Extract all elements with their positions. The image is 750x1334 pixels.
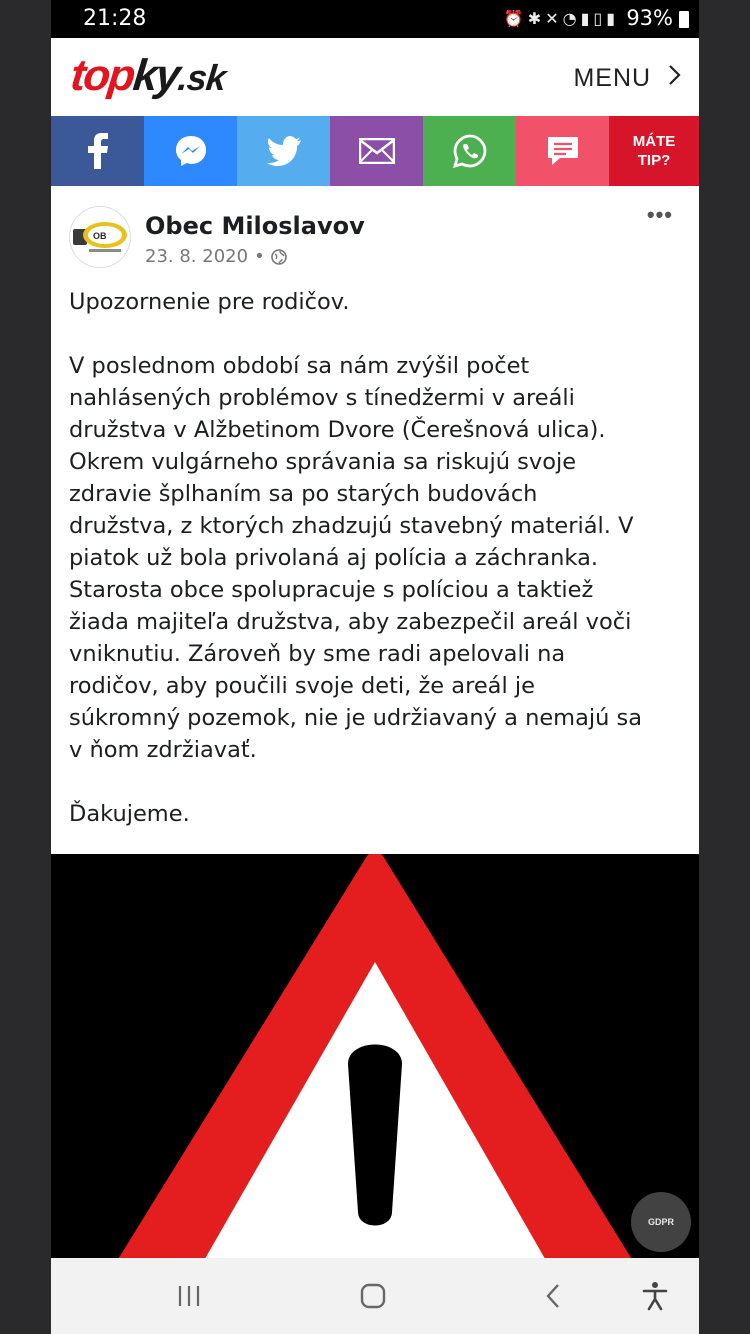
share-email-button[interactable]	[330, 116, 423, 186]
back-icon	[544, 1282, 562, 1310]
logo-ky: ky	[130, 51, 181, 100]
messenger-icon	[173, 133, 209, 169]
tip-line1: MÁTE	[632, 133, 676, 150]
signal-icon-2: ▮	[606, 9, 619, 28]
chevron-right-icon	[667, 64, 681, 86]
post-line: zdravie šplhaním sa po starých budovách	[69, 481, 538, 507]
post-line: vniknutiu. Zároveň by sme radi apelovali na	[69, 641, 566, 667]
post-meta	[145, 246, 287, 267]
post-image[interactable]	[51, 854, 699, 1258]
gdpr-badge[interactable]	[631, 1192, 691, 1252]
back-button[interactable]	[533, 1278, 573, 1314]
post-line: družstva v Alžbetinom Dvore (Čerešnová ulica).	[69, 417, 606, 443]
navigation-bar	[51, 1258, 699, 1334]
post-line: rodičov, aby poučili svoje deti, že areál je	[69, 673, 535, 699]
post-line: nahlásených problémov s tínedžermi v areáli	[69, 385, 575, 411]
site-header	[51, 38, 699, 116]
screen	[51, 0, 699, 1334]
logo-top: top	[68, 51, 137, 100]
logo-sk: .sk	[176, 57, 228, 98]
facebook-post	[51, 186, 699, 854]
post-heading: Upozornenie pre rodičov.	[69, 289, 350, 315]
municipality-logo-icon	[71, 217, 129, 257]
post-author[interactable]: Obec Miloslavov	[145, 212, 365, 240]
globe-icon	[271, 249, 287, 265]
mail-icon	[359, 138, 395, 164]
warning-triangle-icon	[51, 854, 699, 1258]
share-messenger-button[interactable]	[144, 116, 237, 186]
post-line: V poslednom období sa nám zvýšil počet	[69, 353, 530, 379]
topky-logo[interactable]	[68, 51, 228, 101]
post-line: súkromný pozemok, nie je udržiavaný a nemajú sa	[69, 705, 643, 731]
recents-icon	[176, 1284, 202, 1308]
post-line: Okrem vulgárneho správania sa riskujú svoje	[69, 449, 577, 475]
volte-icon: ▯	[593, 9, 607, 28]
battery-icon	[679, 11, 689, 28]
share-sms-button[interactable]	[516, 116, 609, 186]
post-line: Starosta obce spolupracuje s políciou a taktiež	[69, 577, 594, 603]
meta-separator: •	[254, 246, 265, 267]
mute-icon: ✕	[545, 9, 563, 28]
alarm-icon: ⏰	[503, 9, 528, 28]
comment-icon	[546, 135, 580, 167]
post-line: žiada majiteľa družstva, aby zabezpečil areál voči	[69, 609, 632, 635]
post-line: piatok už bola privolaná aj polícia a záchranka.	[69, 545, 599, 571]
battery-percent: 93%	[626, 6, 673, 30]
avatar[interactable]	[69, 206, 131, 268]
post-closing: Ďakujeme.	[69, 801, 190, 827]
menu-button[interactable]	[573, 64, 681, 93]
recents-button[interactable]	[169, 1278, 209, 1314]
mate-tip-button[interactable]	[609, 116, 699, 186]
twitter-icon	[266, 136, 302, 166]
share-bar	[51, 116, 699, 186]
facebook-icon	[87, 133, 109, 169]
share-whatsapp-button[interactable]	[423, 116, 516, 186]
gdpr-label: GDPR	[647, 1217, 674, 1227]
status-bar	[51, 0, 699, 38]
post-line: družstva, z ktorých zhadzujú stavebný materiál. V	[69, 513, 634, 539]
post-options-button[interactable]: •••	[646, 202, 673, 227]
menu-label: MENU	[573, 64, 652, 92]
tip-line2: TIP?	[637, 152, 671, 169]
post-text	[69, 286, 689, 830]
share-facebook-button[interactable]	[51, 116, 144, 186]
home-button[interactable]	[353, 1278, 393, 1314]
home-icon	[359, 1282, 387, 1310]
post-date[interactable]: 23. 8. 2020	[145, 246, 249, 267]
wifi-icon: ◔	[562, 9, 581, 28]
signal-icon: ▮	[580, 9, 594, 28]
whatsapp-icon	[452, 133, 488, 169]
status-icons	[504, 9, 619, 28]
bluetooth-icon: ✱	[527, 9, 546, 28]
status-time: 21:28	[83, 6, 147, 31]
accessibility-icon	[642, 1281, 668, 1311]
svg-text:OB: OB	[93, 231, 107, 241]
accessibility-button[interactable]	[635, 1278, 675, 1314]
share-twitter-button[interactable]	[237, 116, 330, 186]
post-line: v ňom zdržiavať.	[69, 737, 257, 763]
